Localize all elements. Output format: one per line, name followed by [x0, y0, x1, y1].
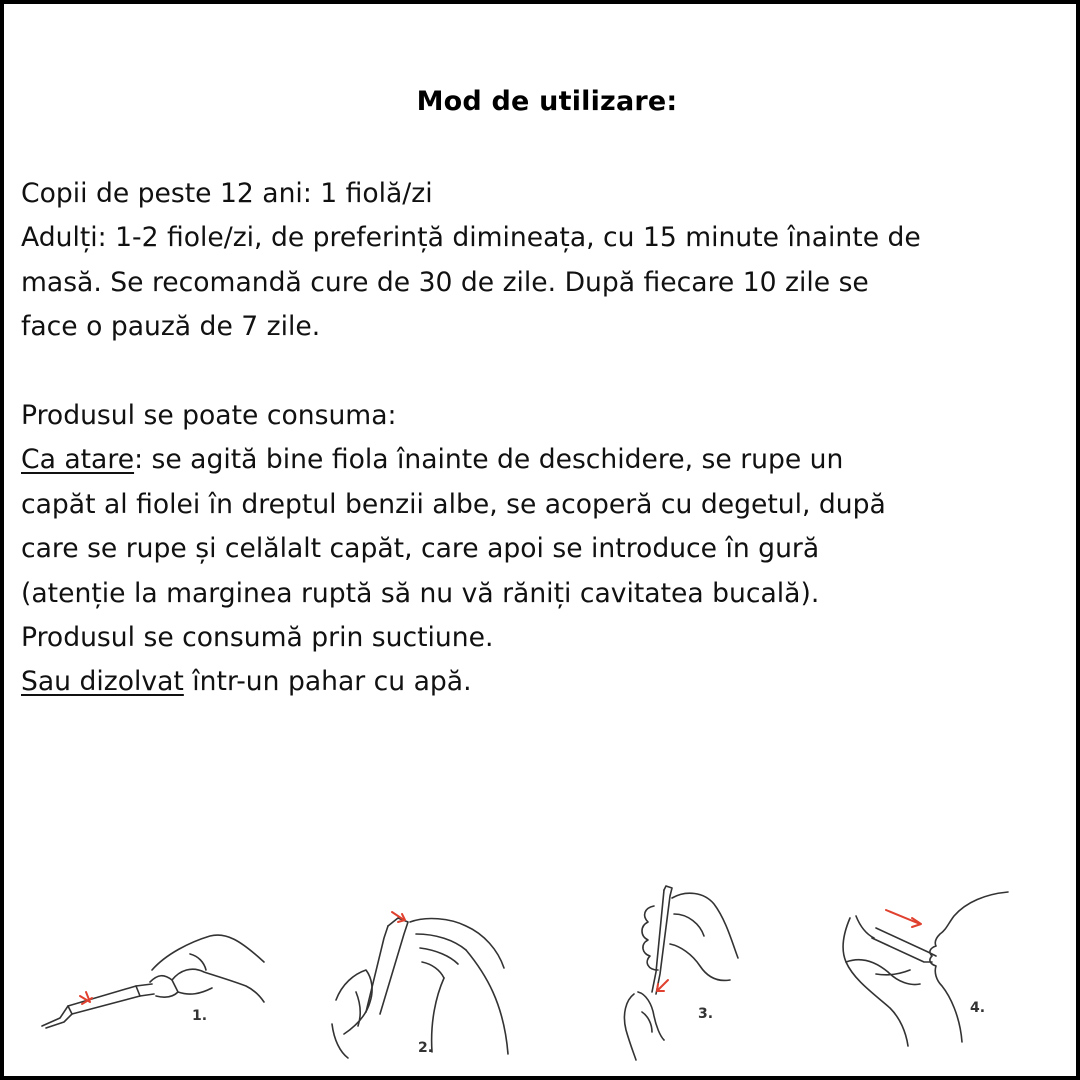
step-2-number: 2.	[418, 1040, 434, 1056]
paragraph-spacer	[21, 350, 1080, 394]
dosage-children: Copii de peste 12 ani: 1 fiolă/zi	[21, 178, 433, 209]
dosage-adults-line-3: face o pauză de 7 zile.	[21, 311, 321, 343]
instruction-illustrations	[4, 874, 1080, 1074]
dissolved-text: într-un pahar cu apă.	[183, 666, 472, 698]
step-3	[608, 884, 768, 1064]
step-3-illustration-icon	[608, 884, 768, 1064]
as-is-line-2: capăt al fiolei în dreptul benzii albe, se acoperă cu degetul, după	[21, 488, 886, 520]
step-1	[40, 914, 280, 1034]
as-is-line-4: (atenție la marginea ruptă să nu vă răniți cavitatea bucală).	[21, 577, 820, 609]
as-is-line-5: Produsul se consumă prin suctiune.	[21, 621, 494, 653]
as-is-text-1: : se agită bine fiola înainte de deschidere, se rupe un	[134, 444, 844, 476]
page-title: Mod de utilizare:	[416, 86, 678, 117]
step-1-illustration-icon	[40, 914, 280, 1034]
step-3-number: 3.	[698, 1006, 714, 1022]
as-is-line-3: care se rupe și celălalt capăt, care apoi se introduce în gură	[21, 533, 820, 565]
step-4-number: 4.	[970, 1000, 986, 1016]
consumption-intro: Produsul se poate consuma:	[21, 399, 397, 431]
step-4	[836, 890, 1016, 1050]
usage-text	[21, 172, 1080, 705]
as-is-line-1	[21, 438, 1080, 482]
dosage-adults-line-1: Adulți: 1-2 fiole/zi, de preferință dimineața, cu 15 minute înainte de	[21, 222, 921, 254]
step-4-illustration-icon	[836, 890, 1016, 1050]
as-is-label: Ca atare	[21, 444, 135, 476]
step-1-number: 1.	[192, 1008, 208, 1024]
dissolved-line	[21, 660, 1080, 704]
dosage-adults-line-2: masă. Se recomandă cure de 30 de zile. După fiecare 10 zile se	[21, 266, 869, 298]
dissolved-label: Sau dizolvat	[21, 666, 184, 698]
step-2	[326, 904, 526, 1064]
